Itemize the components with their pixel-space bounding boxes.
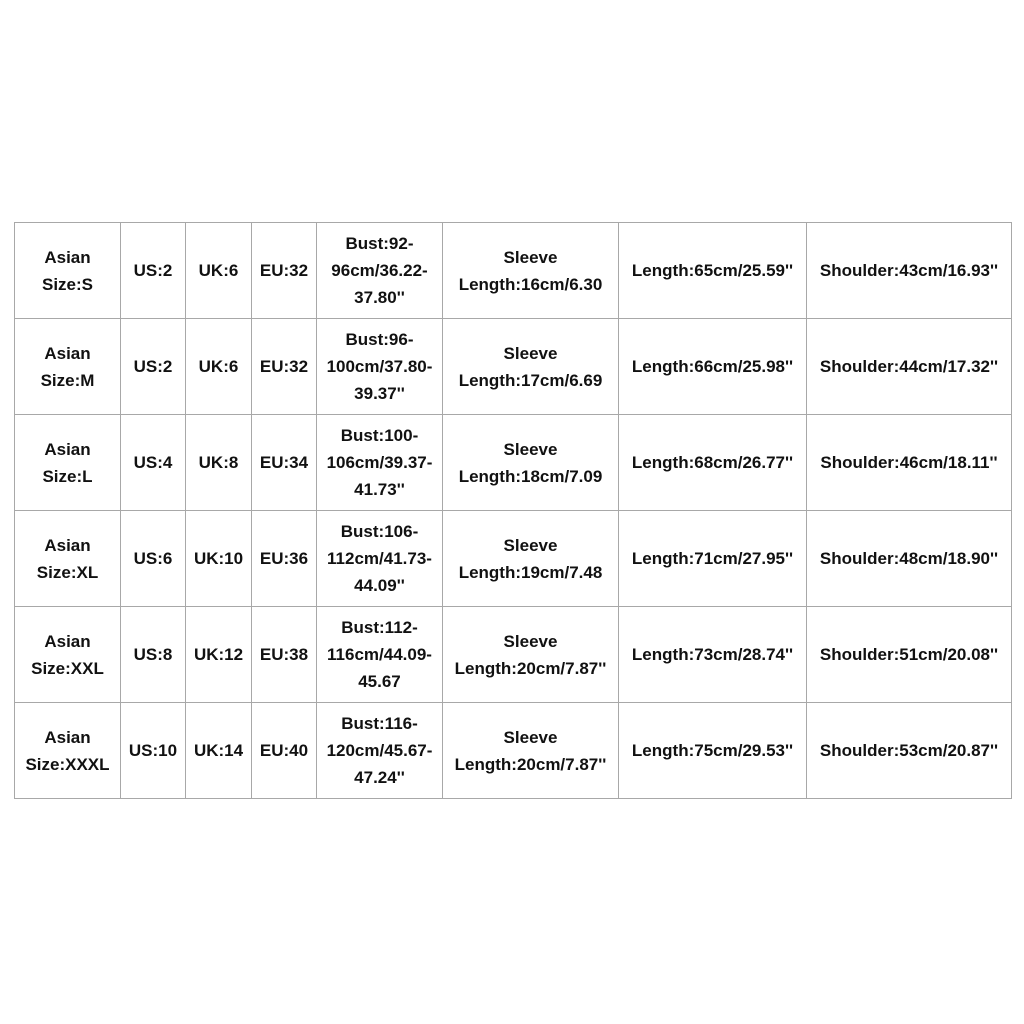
us-size-cell: US:6 xyxy=(121,511,186,607)
length-cell: Length:68cm/26.77'' xyxy=(619,415,807,511)
length-cell: Length:73cm/28.74'' xyxy=(619,607,807,703)
us-size-cell: US:4 xyxy=(121,415,186,511)
length-cell: Length:75cm/29.53'' xyxy=(619,703,807,799)
eu-size-cell: EU:32 xyxy=(252,319,317,415)
eu-size-cell: EU:32 xyxy=(252,223,317,319)
eu-size-cell: EU:40 xyxy=(252,703,317,799)
length-cell: Length:71cm/27.95'' xyxy=(619,511,807,607)
uk-size-cell: UK:6 xyxy=(186,223,252,319)
shoulder-cell: Shoulder:46cm/18.11'' xyxy=(807,415,1012,511)
uk-size-cell: UK:14 xyxy=(186,703,252,799)
length-cell: Length:66cm/25.98'' xyxy=(619,319,807,415)
bust-cell: Bust:96- 100cm/37.80- 39.37'' xyxy=(317,319,443,415)
sleeve-length-cell: Sleeve Length:17cm/6.69 xyxy=(443,319,619,415)
us-size-cell: US:2 xyxy=(121,223,186,319)
shoulder-cell: Shoulder:43cm/16.93'' xyxy=(807,223,1012,319)
shoulder-cell: Shoulder:51cm/20.08'' xyxy=(807,607,1012,703)
sleeve-length-cell: Sleeve Length:16cm/6.30 xyxy=(443,223,619,319)
us-size-cell: US:10 xyxy=(121,703,186,799)
sleeve-length-cell: Sleeve Length:19cm/7.48 xyxy=(443,511,619,607)
asian-size-cell: Asian Size:XL xyxy=(15,511,121,607)
table-row xyxy=(15,607,1012,703)
bust-cell: Bust:106- 112cm/41.73- 44.09'' xyxy=(317,511,443,607)
size-chart-table xyxy=(14,222,1012,799)
asian-size-cell: Asian Size:L xyxy=(15,415,121,511)
sleeve-length-cell: Sleeve Length:20cm/7.87'' xyxy=(443,607,619,703)
bust-cell: Bust:112- 116cm/44.09- 45.67 xyxy=(317,607,443,703)
bust-cell: Bust:92- 96cm/36.22- 37.80'' xyxy=(317,223,443,319)
asian-size-cell: Asian Size:XXL xyxy=(15,607,121,703)
uk-size-cell: UK:8 xyxy=(186,415,252,511)
bust-cell: Bust:100- 106cm/39.37- 41.73'' xyxy=(317,415,443,511)
bust-cell: Bust:116- 120cm/45.67- 47.24'' xyxy=(317,703,443,799)
eu-size-cell: EU:38 xyxy=(252,607,317,703)
asian-size-cell: Asian Size:XXXL xyxy=(15,703,121,799)
eu-size-cell: EU:36 xyxy=(252,511,317,607)
sleeve-length-cell: Sleeve Length:20cm/7.87'' xyxy=(443,703,619,799)
shoulder-cell: Shoulder:53cm/20.87'' xyxy=(807,703,1012,799)
table-row xyxy=(15,319,1012,415)
table-row xyxy=(15,223,1012,319)
table-row xyxy=(15,703,1012,799)
asian-size-cell: Asian Size:S xyxy=(15,223,121,319)
uk-size-cell: UK:12 xyxy=(186,607,252,703)
us-size-cell: US:8 xyxy=(121,607,186,703)
asian-size-cell: Asian Size:M xyxy=(15,319,121,415)
uk-size-cell: UK:6 xyxy=(186,319,252,415)
length-cell: Length:65cm/25.59'' xyxy=(619,223,807,319)
uk-size-cell: UK:10 xyxy=(186,511,252,607)
shoulder-cell: Shoulder:48cm/18.90'' xyxy=(807,511,1012,607)
shoulder-cell: Shoulder:44cm/17.32'' xyxy=(807,319,1012,415)
sleeve-length-cell: Sleeve Length:18cm/7.09 xyxy=(443,415,619,511)
eu-size-cell: EU:34 xyxy=(252,415,317,511)
table-row xyxy=(15,415,1012,511)
table-row xyxy=(15,511,1012,607)
us-size-cell: US:2 xyxy=(121,319,186,415)
